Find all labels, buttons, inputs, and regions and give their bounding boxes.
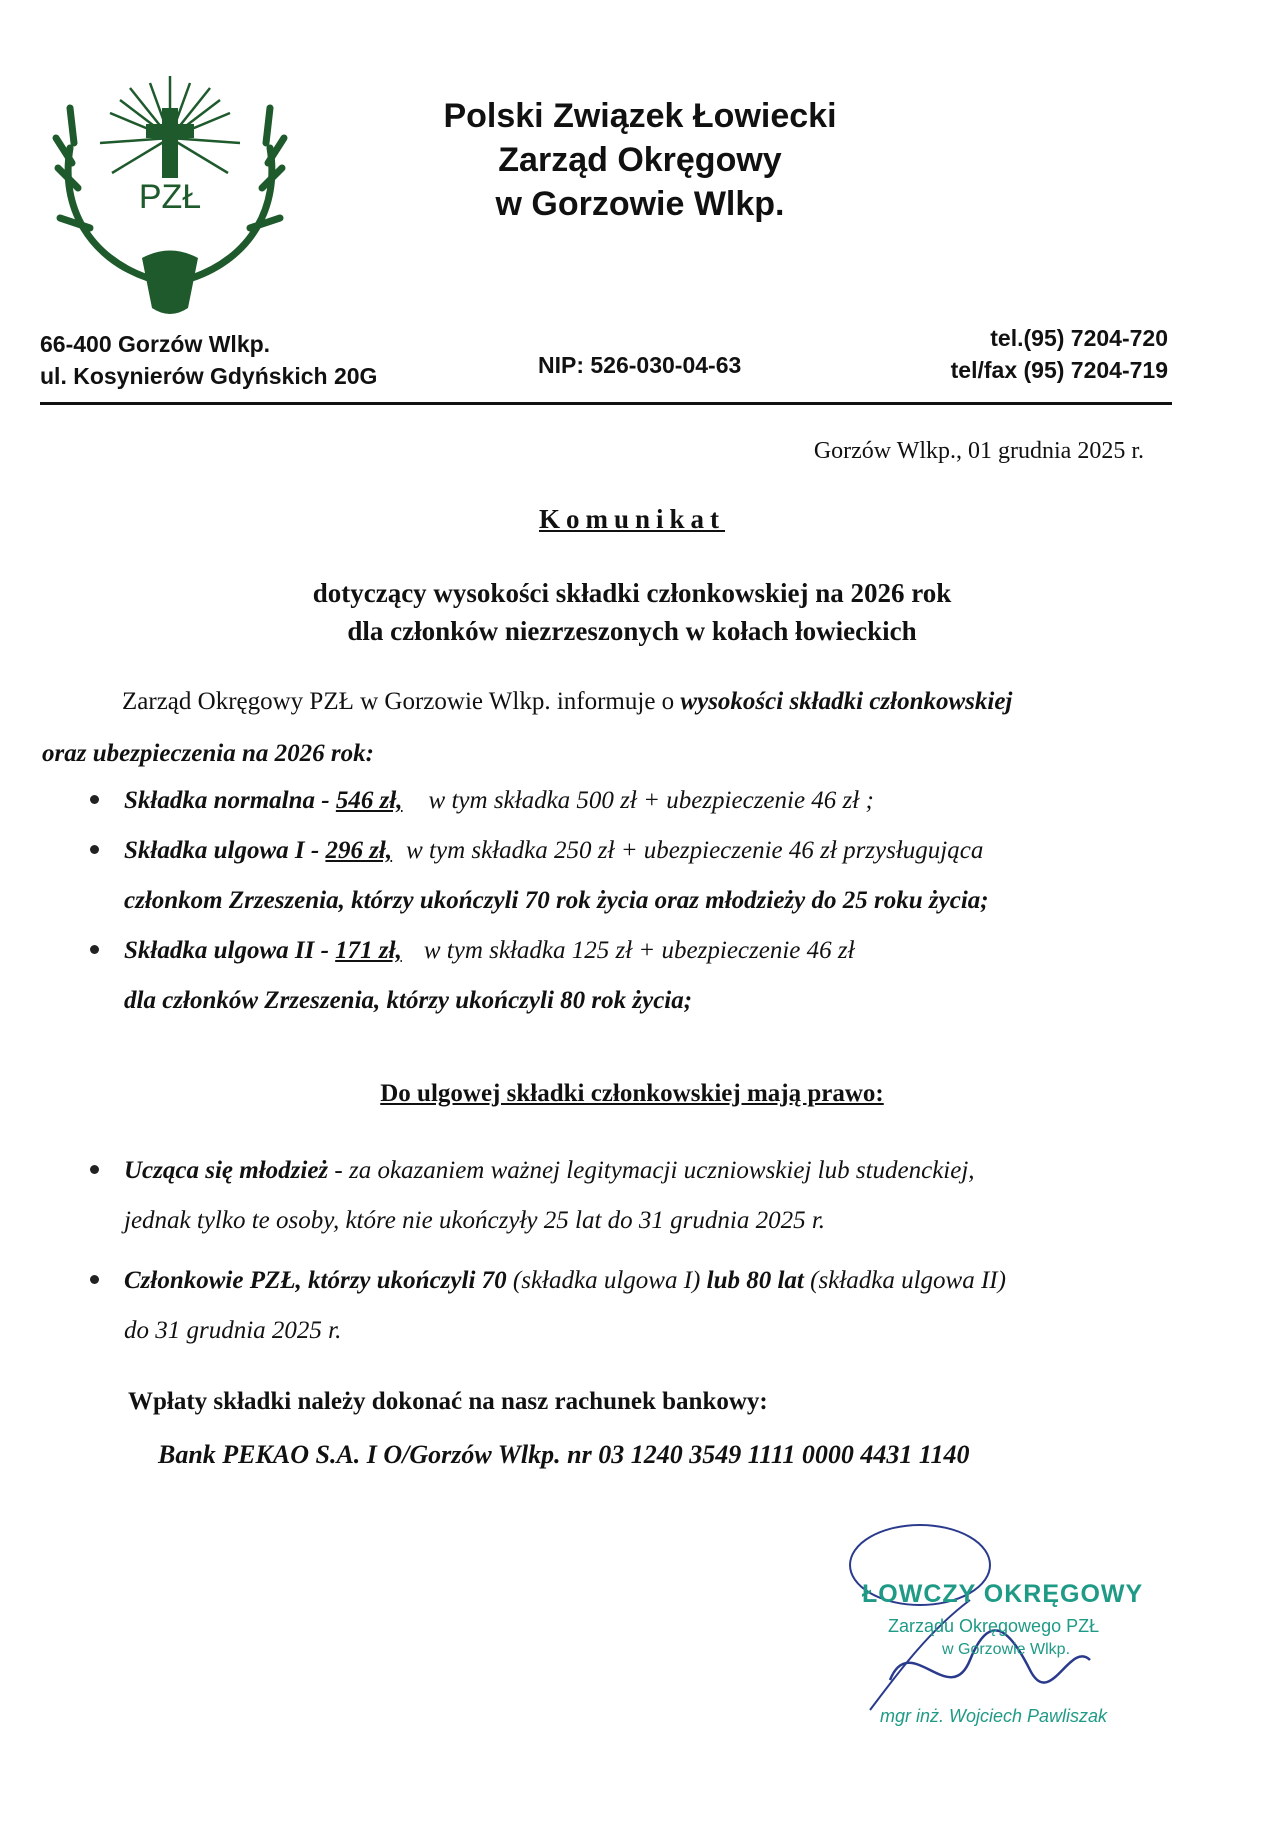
logo-text: PZŁ [138, 178, 202, 216]
organization-title [440, 94, 840, 226]
bullet-icon [90, 1275, 99, 1284]
eligibility-rest: - za okazaniem ważnej legitymacji uczniowskiej lub studenckiej, [328, 1157, 975, 1184]
eligibility-heading: Do ulgowej składki członkowskiej mają prawo: [380, 1080, 884, 1107]
bullet-icon [90, 845, 99, 854]
header-divider [40, 402, 1172, 405]
bank-account: Bank PEKAO S.A. I O/Gorzów Wlkp. nr 03 1240 3549 1111 0000 4431 1140 [158, 1440, 970, 1469]
fee-note: dla członków Zrzeszenia, którzy ukończyli 80 rok życia; [124, 987, 693, 1014]
org-line-2: Zarząd Okręgowy [498, 141, 782, 179]
bullet-icon [90, 945, 99, 954]
eligibility-line-2: jednak tylko te osoby, które nie ukończyły 25 lat do 31 grudnia 2025 r. [124, 1207, 826, 1234]
stamp-signatory: mgr inż. Wojciech Pawliszak [880, 1706, 1108, 1726]
bullet-icon [90, 795, 99, 804]
eligibility-line-2: do 31 grudnia 2025 r. [124, 1317, 342, 1344]
intro-text: Zarząd Okręgowy PZŁ w Gorzowie Wlkp. informuje o [122, 688, 681, 715]
stamp-title: ŁOWCZY OKRĘGOWY [862, 1580, 1144, 1608]
eligibility-bold-a: Członkowie PZŁ, którzy ukończyli 70 [124, 1267, 507, 1294]
payment-instruction: Wpłaty składki należy dokonać na nasz rachunek bankowy: [128, 1388, 768, 1415]
subtitle-line-2: dla członków niezrzeszonych w kołach łowieckich [347, 616, 917, 646]
telephone: tel.(95) 7204-720 [990, 325, 1168, 351]
subtitle-line-1: dotyczący wysokości składki członkowskiej na 2026 rok [312, 578, 952, 608]
fee-detail: w tym składka 250 zł + ubezpieczenie 46 zł przysługująca [406, 837, 984, 864]
document-subtitle [0, 574, 1264, 650]
document-title: Komunikat [538, 504, 726, 534]
eligibility-item-youth [92, 1146, 1182, 1246]
stamp-location: w Gorzowie Wlkp. [942, 1641, 1071, 1658]
address-line-2: ul. Kosynierów Gdyńskich 20G [40, 363, 378, 389]
fee-detail: w tym składka 125 zł + ubezpieczenie 46 zł [423, 937, 855, 964]
stamp-subtitle: Zarządu Okręgowego PZŁ [888, 1616, 1100, 1636]
eligibility-item-members [92, 1256, 1182, 1356]
intro-emphasis-1: wysokości składki członkowskiej [680, 688, 1013, 715]
bullet-icon [90, 1165, 99, 1174]
eligibility-bold: Ucząca się młodzież [124, 1157, 329, 1184]
intro-emphasis-2: oraz ubezpieczenia na 2026 rok: [42, 740, 374, 767]
address-block [40, 328, 377, 392]
fee-item-reduced-2 [92, 926, 1182, 1026]
fee-item-reduced-1 [92, 826, 1182, 926]
eligibility-bold-b: lub 80 lat [706, 1267, 804, 1294]
pzl-logo [50, 68, 290, 318]
document-date: Gorzów Wlkp., 01 grudnia 2025 r. [813, 438, 1144, 464]
fee-amount: 546 zł, [335, 787, 403, 814]
org-line-3: w Gorzowie Wlkp. [495, 185, 785, 223]
fee-label: Składka ulgowa I - [124, 837, 326, 864]
nip-number: NIP: 526-030-04-63 [538, 352, 742, 378]
address-line-1: 66-400 Gorzów Wlkp. [40, 331, 271, 357]
intro-paragraph [42, 676, 1172, 780]
eligibility-mid: (składka ulgowa I) [506, 1267, 707, 1294]
fee-label: Składka ulgowa II - [124, 937, 336, 964]
contact-block [951, 322, 1168, 386]
org-line-1: Polski Związek Łowiecki [443, 97, 837, 135]
fee-note: członkom Zrzeszenia, którzy ukończyli 70 rok życia oraz młodzieży do 25 roku życia; [124, 887, 989, 914]
fee-label: Składka normalna - [124, 787, 336, 814]
eligibility-end: (składka ulgowa II) [803, 1267, 1006, 1294]
fee-amount: 296 zł, [325, 837, 393, 864]
fee-amount: 171 zł, [335, 937, 402, 964]
telephone-fax: tel/fax (95) 7204-719 [950, 357, 1168, 383]
fee-detail: w tym składka 500 zł + ubezpieczenie 46 zł ; [428, 787, 874, 814]
fee-item-normal [92, 776, 1182, 826]
